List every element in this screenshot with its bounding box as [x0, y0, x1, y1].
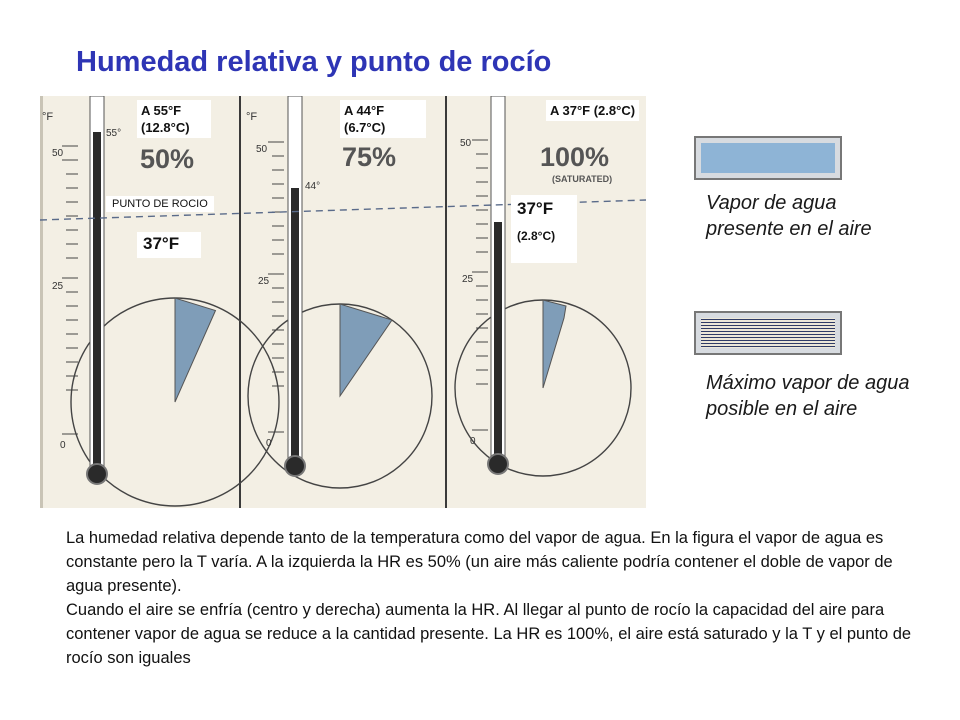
explanation-text: [66, 526, 916, 670]
saturated-note: (SATURATED): [552, 174, 613, 184]
thermometer-bulb: [87, 464, 107, 484]
explanation-paragraph-2: Cuando el aire se enfría (centro y derecha) aumenta la HR. Al llegar al punto de rocío la capacidad del aire para contener vapor de agua se reduce a la cantidad presente. La HR es 100%, el aire está saturado y la T y el punto de rocío son iguales: [66, 601, 912, 667]
tick-label-0: 0: [470, 436, 476, 447]
tick-label-25: 25: [258, 276, 270, 287]
dew-point-value-right-c: (2.8°C): [517, 229, 556, 243]
temperature-label-left-c: (12.8°C): [141, 120, 190, 135]
humidity-thermometer-diagram: [40, 96, 646, 508]
temperature-label-center-c: (6.7°C): [344, 120, 386, 135]
vapor-max-label: Máximo vapor de agua posible en el aire: [706, 372, 910, 420]
humidity-percent: 50%: [140, 144, 195, 174]
temperature-reading: 55°: [106, 128, 122, 139]
temperature-label-left-f: A 55°F: [141, 103, 182, 118]
tick-label-25: 25: [52, 281, 64, 292]
explanation-paragraph-1: La humedad relativa depende tanto de la temperatura como del vapor de agua. En la figura el vapor de agua es constante pero la T varía. A la izquierda la HR es 50% (un aire más caliente podría contener el doble de vapor de agua presente).: [66, 529, 893, 595]
thermometer-bulb: [285, 456, 305, 476]
mercury-column: [494, 222, 502, 462]
temperature-reading: 44°: [305, 181, 321, 192]
tick-label-50: 50: [460, 138, 472, 149]
humidity-percent: 100%: [540, 142, 610, 172]
tick-label-0: 0: [60, 440, 66, 451]
temperature-label-center-f: A 44°F: [344, 103, 385, 118]
unit-label: °F: [246, 111, 258, 123]
unit-label: °F: [42, 111, 54, 123]
tick-label-25: 25: [462, 274, 474, 285]
dew-point-value-right-f: 37°F: [517, 199, 554, 218]
dew-point-value-right: [511, 195, 577, 263]
temperature-label-center: [340, 100, 426, 138]
vapor-present-swatch: [694, 136, 842, 180]
mercury-column: [291, 188, 299, 464]
page-title: Humedad relativa y punto de rocío: [76, 46, 552, 78]
temperature-label-right: A 37°F (2.8°C): [546, 100, 639, 121]
humidity-percent: 75%: [342, 142, 397, 172]
tick-label-0: 0: [266, 438, 272, 449]
vapor-present-label: Vapor de agua presente en el aire: [706, 192, 872, 240]
tick-label-50: 50: [52, 148, 64, 159]
dew-point-value-left: 37°F: [137, 232, 201, 258]
tick-label-50: 50: [256, 144, 268, 155]
temperature-label-left: [137, 100, 211, 138]
thermometer-bulb: [488, 454, 508, 474]
dew-point-label: PUNTO DE ROCIO: [106, 196, 214, 212]
vapor-max-swatch: [694, 311, 842, 355]
mercury-column: [93, 132, 101, 472]
